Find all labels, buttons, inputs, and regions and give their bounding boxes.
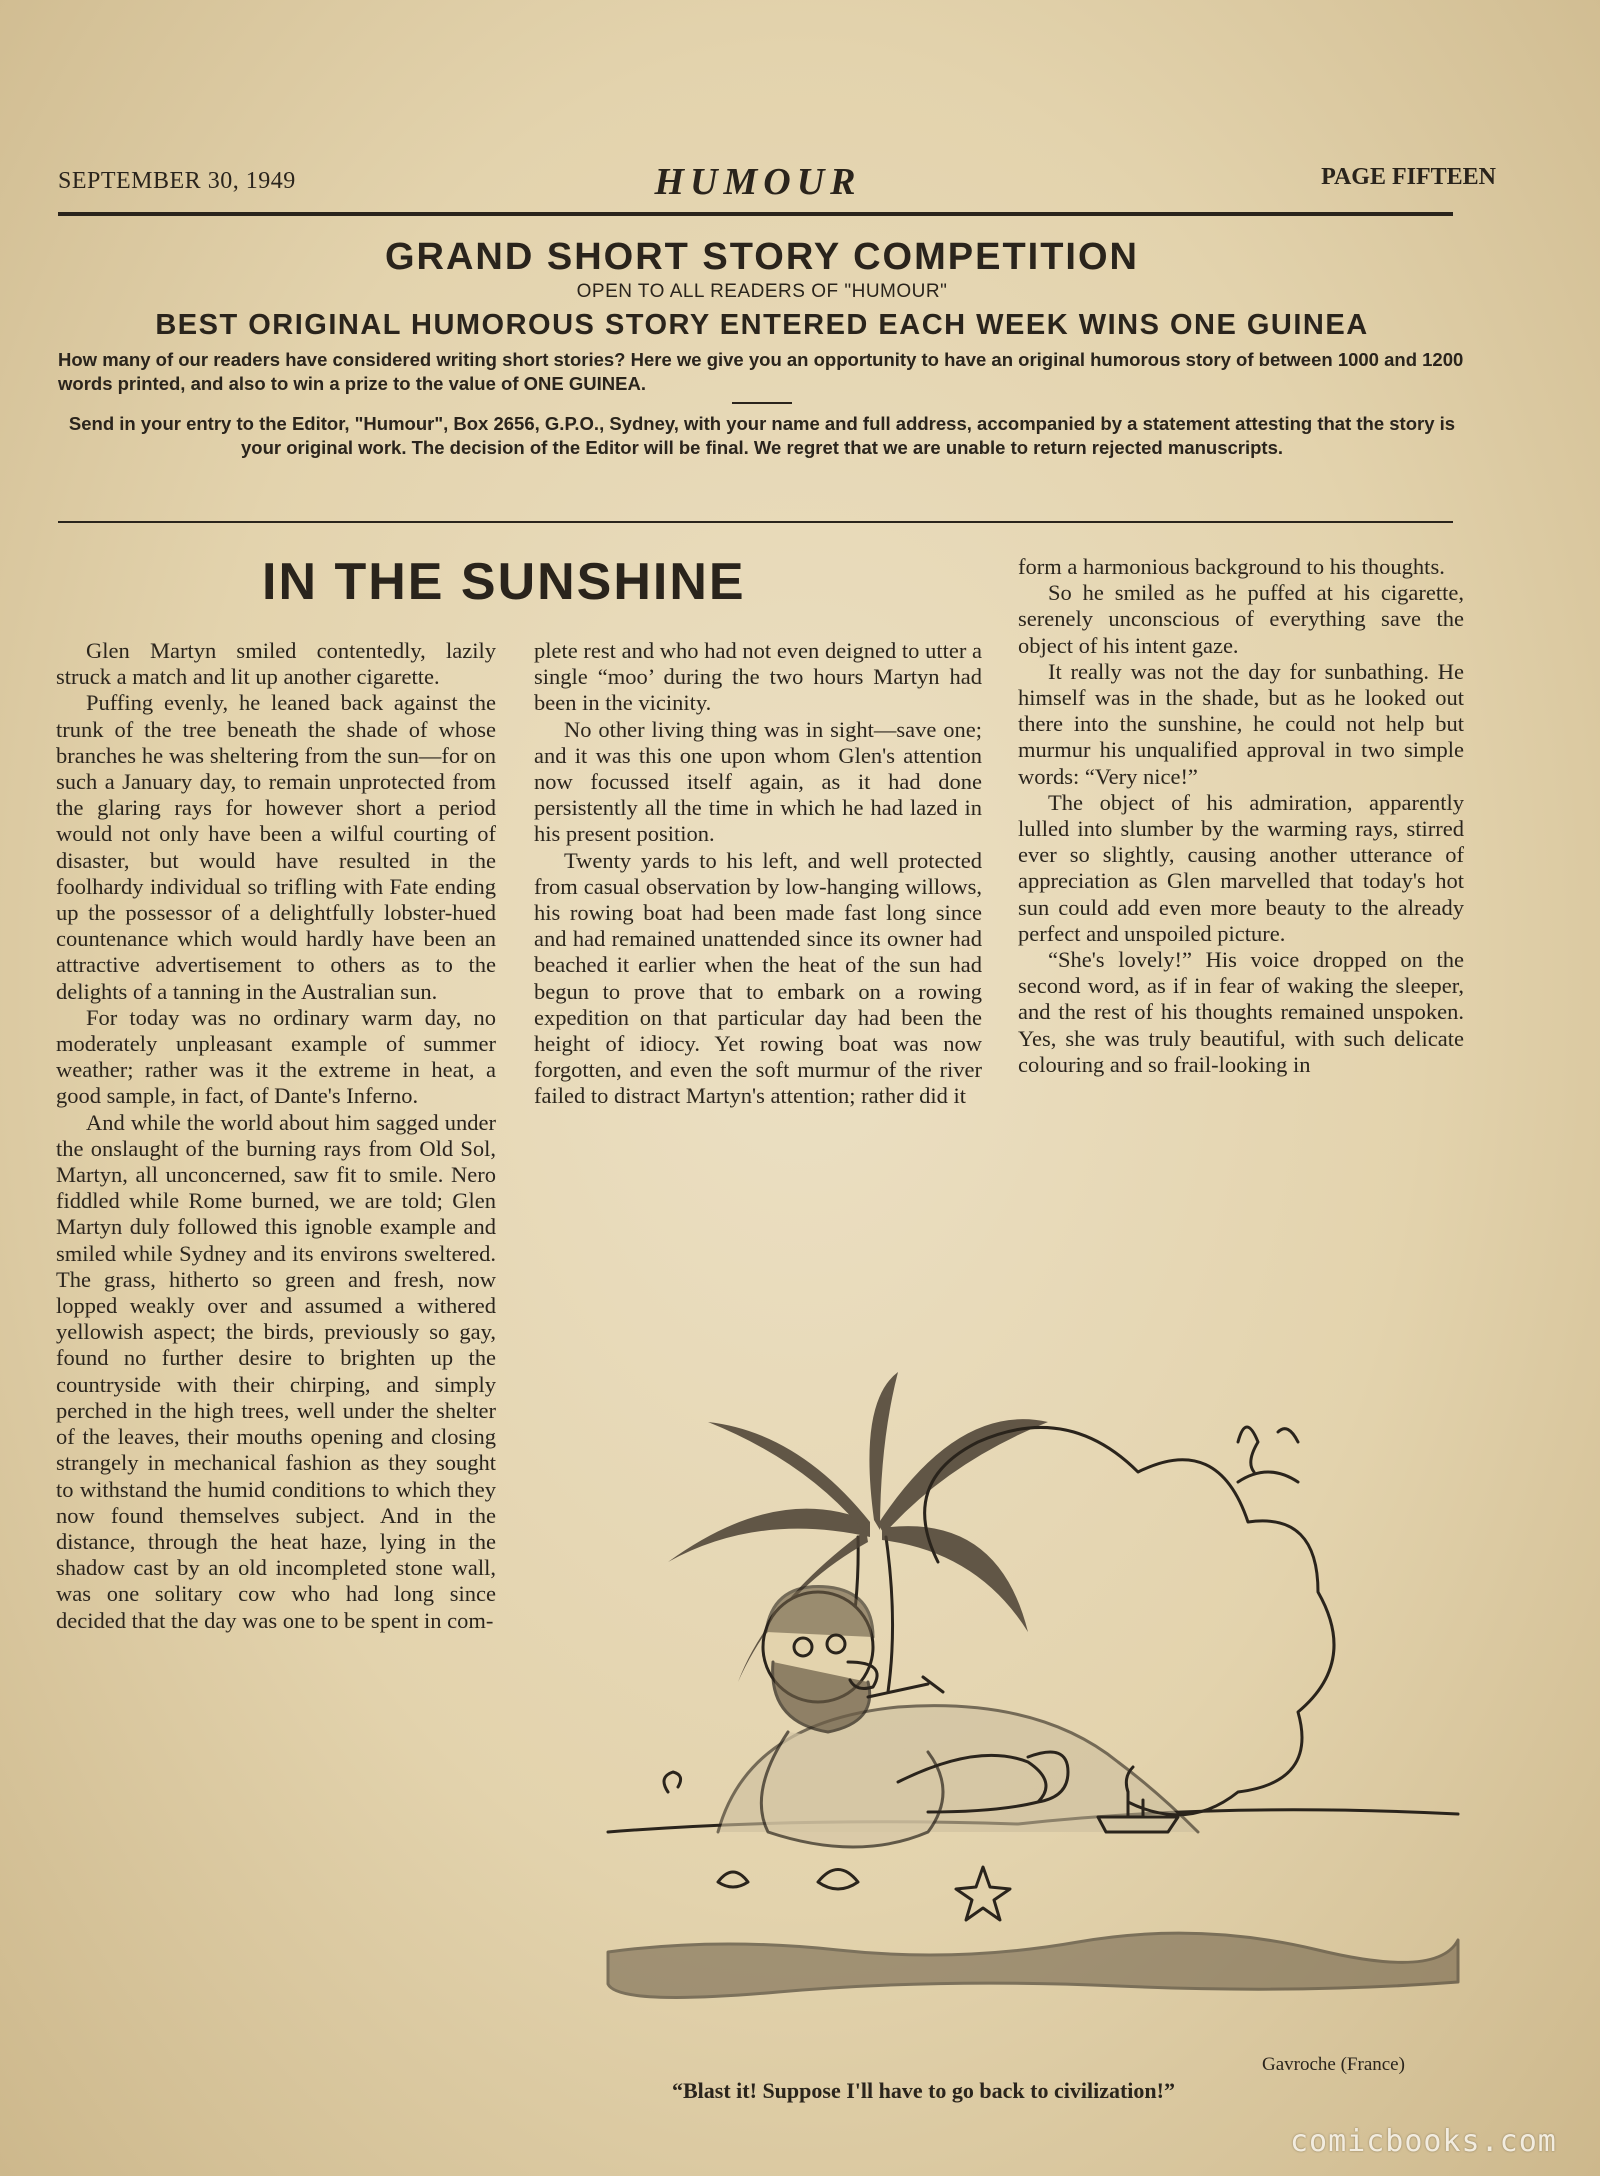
competition-notice <box>58 236 1466 460</box>
cartoon-caption: “Blast it! Suppose I'll have to go back to civilization!” <box>672 2078 1175 2103</box>
paragraph: “She's lovely!” His voice dropped on the second word, as if in fear of waking the sleeper, and the rest of his thoughts remained unspoken. Yes, she was truly beautiful, with such delicate colouring and so frail-looking in <box>1018 947 1464 1077</box>
story-column-2 <box>534 638 982 1110</box>
cartoon-credit: Gavroche (France) <box>1262 2054 1405 2075</box>
curl <box>664 1772 681 1792</box>
paragraph: The object of his admiration, apparently lulled into slumber by the warming rays, stirred ever so slightly, causing another utterance of appreciation as Glen marvelled that today's hot sun could add even more beauty to the already perfect and unspoiled picture. <box>1018 789 1464 946</box>
competition-divider <box>732 402 792 404</box>
paragraph: Glen Martyn smiled contentedly, lazily struck a match and lit up another cigarette. <box>56 638 496 690</box>
shell <box>718 1872 748 1887</box>
competition-intro: How many of our readers have considered writing short stories? Here we give you an opportunity to have an original humorous story of between 1000 and 1200 words printed, and also to win a prize to the value of ONE GUINEA. <box>58 349 1464 394</box>
story-column-3 <box>1018 554 1464 1078</box>
starfish <box>956 1867 1010 1920</box>
signature-scribble <box>1238 1427 1298 1482</box>
masthead <box>58 160 1496 216</box>
cartoon-illustration <box>598 1362 1468 2052</box>
paragraph: For today was no ordinary warm day, no moderately unpleasant example of summer weather; rather was it the extreme in heat, a good sample, in fact, of Dante's Inferno. <box>56 1004 496 1109</box>
paragraph: Puffing evenly, he leaned back against the trunk of the tree beneath the shade of whose branches he was sheltering from the sun—for on such a January day, to remain unprotected from the glaring rays for however short a period would not only have been a wilful courting of disaster, but would have resulted in the foolhardy individual so trifling with Fate ending up the possessor of a delightfully lobster-hued countenance which would hardly have been an attractive advertisement to others as to the delights of a tanning in the Australian sun. <box>56 690 496 1004</box>
competition-rule <box>58 521 1453 523</box>
publication-title: HUMOUR <box>654 161 862 203</box>
competition-instructions: Send in your entry to the Editor, "Humour", Box 2656, G.P.O., Sydney, with your name and full address, accompanied by a statement attesting that the story is your original work. The decision of the Editor will be final. We regret that we are unable to return rejected manuscripts. <box>68 413 1456 458</box>
sea-band <box>608 1933 1458 1997</box>
shell <box>818 1870 858 1890</box>
competition-title: GRAND SHORT STORY COMPETITION <box>384 236 1139 278</box>
competition-subtitle: OPEN TO ALL READERS OF "HUMOUR" <box>576 281 948 302</box>
competition-prize: BEST ORIGINAL HUMOROUS STORY ENTERED EACH WEEK WINS ONE GUINEA <box>155 309 1369 341</box>
pipe <box>868 1677 943 1697</box>
paragraph: Twenty yards to his left, and well protected from casual observation by low-hanging willows, his rowing boat had been made fast long since and had remained unattended since its owner had beached it earlier when the heat of the sun had begun to prove that to embark on a rowing expedition on that particular day had been the height of idiocy. Yet rowing boat was now forgotten, and even the soft murmur of the river failed to distract Martyn's attention; rather did it <box>534 847 982 1109</box>
story-title: IN THE SUNSHINE <box>262 553 746 611</box>
header-rule <box>58 212 1453 216</box>
paragraph: So he smiled as he puffed at his cigarette, serenely unconscious of everything save the object of his intent gaze. <box>1018 580 1464 658</box>
paragraph: And while the world about him sagged under the onslaught of the burning rays from Old Sol, Martyn, all unconcerned, saw fit to smile. Nero fiddled while Rome burned, we are told; Glen Martyn duly followed this ignoble example and smiled while Sydney and its environs sweltered. The grass, hitherto so green and fresh, now lopped weakly over and assumed a withered yellowish aspect; the birds, previously so gay, found no further desire to brighten up the countryside with their chirping, and simply perched in the high trees, well under the shelter of the leaves, their mouths opening and closing strangely in mechanical fashion as they sought to withstand the humid conditions to which they now found themselves subject. And in the distance, through the heat haze, lying in the shadow cast by an old incompleted stone wall, was one solitary cow who had long since decided that the day was one to be spent in com- <box>56 1109 496 1633</box>
story-column-1 <box>56 638 496 1634</box>
watermark: comicbooks.com <box>1290 2124 1557 2159</box>
issue-date: SEPTEMBER 30, 1949 <box>58 168 296 194</box>
paragraph: It really was not the day for sunbathing. He himself was in the shade, but as he looked out there into the sunshine, he could not help but murmur his unqualified approval in two simple words: “Very nice!” <box>1018 658 1464 789</box>
paragraph: plete rest and who had not even deigned to utter a single “moo’ during the two hours Martyn had been in the vicinity. <box>534 638 982 716</box>
page-number: PAGE FIFTEEN <box>1321 164 1496 190</box>
paragraph: form a harmonious background to his thoughts. <box>1018 554 1445 579</box>
paragraph: No other living thing was in sight—save one; and it was this one upon whom Glen's attention now focussed itself again, as it had done persistently all the time in which he had lazed in his present position. <box>534 716 982 847</box>
